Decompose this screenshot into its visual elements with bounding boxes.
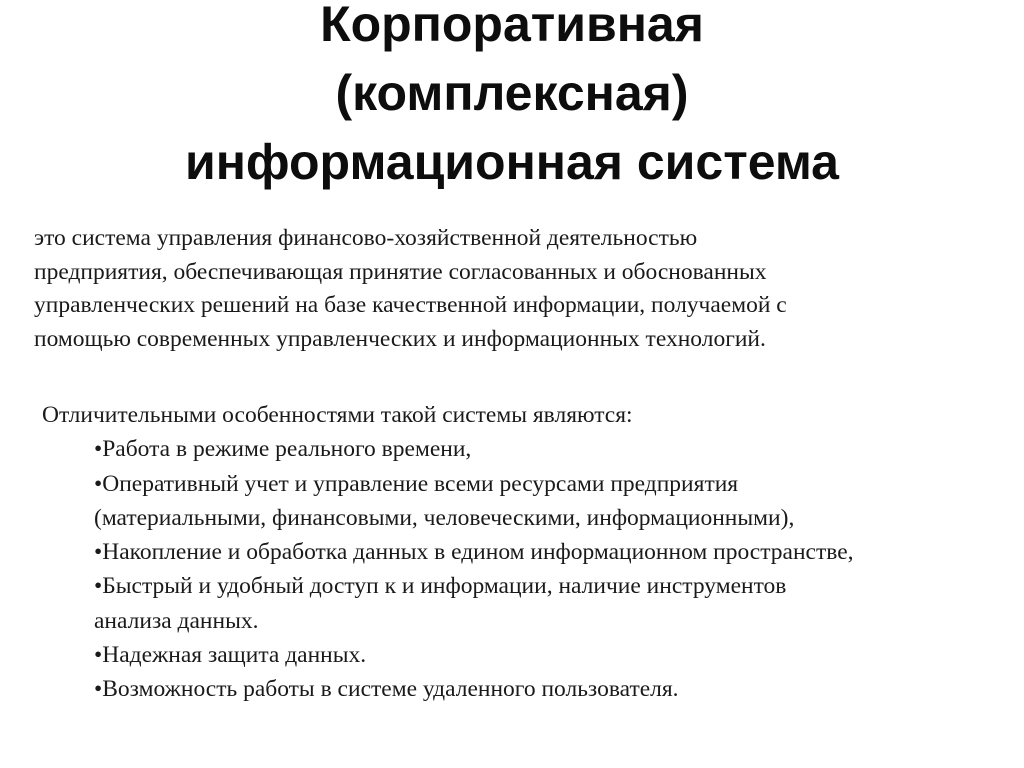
definition-line: помощью современных управленческих и информационных технологий. <box>34 325 766 352</box>
slide-title-line: Корпоративная <box>320 0 704 52</box>
list-item <box>94 535 1017 569</box>
list-item <box>94 432 1017 466</box>
slide-title-line: (комплексная) <box>335 65 689 121</box>
slide-title-line: информационная система <box>184 134 839 190</box>
list-item-line: •Быстрый и удобный доступ к и информации, наличие инструментов <box>94 573 787 600</box>
list-item-line: анализа данных. <box>94 607 259 634</box>
list-item <box>94 467 1017 536</box>
features-section <box>42 398 1017 707</box>
definition-line: это система управления финансово-хозяйственной деятельностью <box>34 225 698 251</box>
definition-line: управленческих решений на базе качественной информации, получаемой с <box>34 292 787 318</box>
definition-line: предприятия, обеспечивающая принятие согласованных и обоснованных <box>34 258 767 285</box>
list-item-line: (материальными, финансовыми, человеческими, информационными), <box>94 504 795 531</box>
list-item <box>94 569 1017 638</box>
features-intro: Отличительными особенностями такой системы являются: <box>42 402 633 428</box>
list-item-line: •Надежная защита данных. <box>94 642 367 669</box>
list-item-line: •Оперативный учет и управление всеми ресурсами предприятия <box>94 470 739 497</box>
list-item-line: •Накопление и обработка данных в едином информационном пространстве, <box>94 539 854 566</box>
slide-title <box>0 0 1024 197</box>
list-item <box>94 638 1017 672</box>
list-item-line: •Работа в режиме реального времени, <box>94 436 472 463</box>
list-item <box>94 672 1017 706</box>
definition-paragraph <box>34 222 1014 356</box>
features-list <box>42 432 1017 706</box>
list-item-line: •Возможность работы в системе удаленного пользователя. <box>94 676 679 703</box>
